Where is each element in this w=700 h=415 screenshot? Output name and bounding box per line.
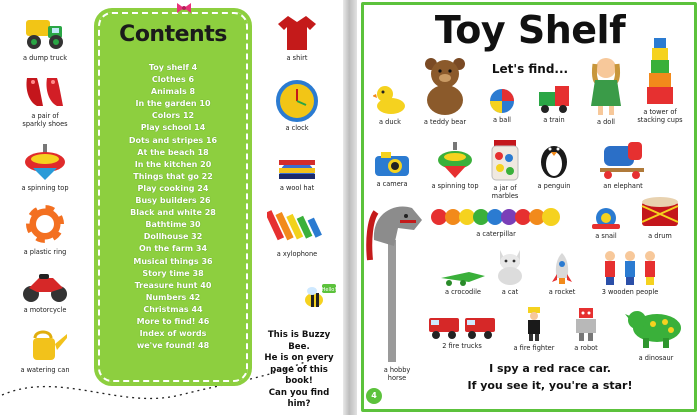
buzzy-line-4: Can you find him? [268, 387, 330, 409]
item-drum [634, 194, 686, 240]
item-watering-can [14, 328, 76, 374]
elephant-icon [598, 138, 648, 180]
teddy-bear-label: a teddy bear [423, 118, 467, 126]
bow-icon [176, 2, 192, 14]
contents-entry: Busy builders 26 [135, 196, 211, 206]
contents-entry: Toy shelf 4 [148, 63, 198, 72]
ball-label: a ball [492, 116, 512, 124]
book-gutter [343, 0, 357, 415]
item-caterpillar [428, 206, 564, 238]
item-teddy-bear [414, 56, 476, 126]
motorcycle-label: a motorcycle [23, 306, 67, 314]
shirt-label: a shirt [286, 54, 308, 62]
train-label: a train [543, 116, 565, 124]
crocodile-label: a crocodile [445, 288, 481, 296]
wooden-people-label: 3 wooden people [601, 288, 659, 296]
contents-entry: Dots and stripes 16 [128, 135, 218, 145]
contents-entry: Black and white 28 [130, 208, 216, 218]
xylophone-label: a xylophone [276, 250, 318, 258]
caterpillar-label: a caterpillar [476, 230, 516, 238]
page-title: Toy Shelf [434, 8, 626, 52]
item-stacking-cups [628, 36, 692, 124]
watering-can-label: a watering can [20, 366, 70, 374]
item-sparkly-shoes [12, 72, 78, 128]
dump-truck-icon [22, 14, 68, 52]
teddy-bear-icon [419, 56, 471, 116]
jar-of-marbles-label [486, 184, 524, 200]
contents-entry: On the farm 34 [138, 244, 208, 254]
contents-panel [98, 12, 248, 382]
contents-entry: Index of words [139, 329, 207, 339]
item-crocodile [436, 266, 490, 296]
buzzy-bee-icon [302, 282, 336, 312]
contents-entry: In the garden 10 [135, 99, 211, 109]
item-shirt [266, 14, 328, 62]
dinosaur-label: a dinosaur [638, 354, 674, 362]
elephant-label: an elephant [603, 182, 643, 190]
item-spinning-top-right [426, 142, 484, 190]
contents-entry: Treasure hunt 40 [134, 280, 212, 290]
item-wool-hat [266, 146, 328, 192]
item-wooden-people [596, 250, 664, 296]
stacking-cups-icon [646, 36, 674, 106]
plastic-ring-label: a plastic ring [23, 248, 67, 256]
hobby-horse-icon [364, 200, 430, 364]
drum-icon [638, 194, 682, 230]
contents-entry: Animals 8 [150, 87, 196, 97]
spinning-top-right-label: a spinning top [431, 182, 479, 190]
item-penguin [534, 138, 574, 190]
i-spy-line-1: I spy a red race car. [489, 362, 611, 375]
caterpillar-icon [431, 206, 561, 228]
item-robot [566, 306, 606, 352]
plastic-ring-icon [21, 202, 69, 246]
contents-entry: Things that go 22 [133, 171, 213, 181]
contents-list [100, 62, 246, 352]
buzzy-bee-text [256, 330, 342, 411]
doll-label: a doll [596, 118, 616, 126]
sparkly-shoes-icon [21, 72, 69, 110]
rocket-icon [551, 252, 573, 286]
robot-icon [573, 306, 599, 342]
item-plastic-ring [14, 202, 76, 256]
item-snail [586, 206, 626, 240]
sparkly-shoes-label [12, 112, 78, 128]
motorcycle-icon [21, 270, 69, 304]
robot-label: a robot [574, 344, 598, 352]
spinning-top-icon [23, 142, 67, 182]
item-jar-of-marbles [486, 138, 524, 200]
item-hobby-horse [362, 200, 432, 382]
penguin-label: a penguin [537, 182, 571, 190]
snail-icon [590, 206, 622, 230]
hobby-horse-label [362, 366, 432, 382]
item-clock [266, 80, 328, 132]
camera-label: a camera [376, 180, 408, 188]
buzzy-line-2: He is on every [264, 353, 334, 363]
item-dinosaur [620, 300, 692, 362]
contents-entry: At the beach 18 [137, 147, 209, 157]
wool-hat-icon [276, 146, 318, 182]
penguin-icon [538, 138, 570, 180]
fire-fighter-icon [523, 306, 545, 342]
clock-label: a clock [285, 124, 309, 132]
contents-entry: Numbers 42 [145, 292, 201, 302]
item-dump-truck [14, 14, 76, 62]
contents-entry: In the kitchen 20 [134, 159, 212, 169]
fire-trucks-icon [427, 314, 497, 340]
sparkly-shoes-text: a pair of sparkly shoes [22, 112, 68, 128]
dinosaur-icon [623, 300, 689, 352]
contents-entry: Christmas 44 [143, 304, 203, 314]
wool-hat-label: a wool hat [279, 184, 315, 192]
cat-label: a cat [501, 288, 519, 296]
contents-entry: Story time 38 [142, 268, 204, 278]
contents-entry: Clothes 6 [151, 75, 195, 85]
contents-entry: Play cooking 24 [137, 183, 209, 193]
contents-entry: More to find! 46 [136, 316, 210, 326]
page-number: 4 [366, 388, 382, 404]
wooden-people-icon [600, 250, 660, 286]
contents-entry: Play school 14 [140, 123, 206, 133]
cat-icon [494, 246, 526, 286]
stacking-cups-label [628, 108, 692, 124]
item-fire-trucks [426, 314, 498, 350]
lets-find-heading: Let's find... [491, 62, 569, 76]
hobby-horse-text: a hobby horse [383, 366, 411, 382]
watering-can-icon [21, 328, 69, 364]
fire-fighter-label: a fire fighter [513, 344, 555, 352]
contents-entry: Dollhouse 32 [143, 232, 203, 242]
i-spy-line-2: If you see it, you're a star! [467, 379, 633, 392]
camera-icon [373, 150, 411, 178]
shirt-icon [276, 14, 318, 52]
crocodile-icon [439, 266, 487, 286]
item-doll [582, 56, 630, 126]
contents-entry: Colors 12 [151, 111, 195, 121]
i-spy-text [430, 360, 670, 394]
contents-entry: we've found! 48 [136, 341, 210, 351]
item-xylophone [262, 204, 332, 258]
item-rocket [542, 252, 582, 296]
rocket-label: a rocket [548, 288, 576, 296]
duck-label: a duck [379, 118, 401, 126]
doll-icon [587, 56, 625, 116]
duck-icon [373, 82, 407, 116]
item-train [530, 84, 578, 124]
item-duck [368, 82, 412, 126]
bee-sign-text: Hello! [321, 287, 336, 293]
stacking-cups-text: a tower of stacking cups [637, 108, 683, 124]
contents-entry: Musical things 36 [133, 256, 213, 266]
item-fire-fighter [510, 306, 558, 352]
left-page [0, 0, 345, 415]
item-elephant [596, 138, 650, 190]
item-cat [490, 246, 530, 296]
contents-title: Contents [119, 22, 227, 47]
ball-icon [489, 88, 515, 114]
jar-of-marbles-icon [490, 138, 520, 182]
buzzy-line-3: page of this book! [270, 364, 328, 386]
contents-entry: Bathtime 30 [145, 220, 201, 230]
clock-icon [276, 80, 318, 122]
item-motorcycle [14, 270, 76, 314]
dump-truck-label: a dump truck [22, 54, 68, 62]
jar-of-marbles-text: a jar of marbles [491, 184, 519, 200]
item-spinning-top-left [14, 142, 76, 192]
drum-label: a drum [648, 232, 672, 240]
item-ball [482, 88, 522, 124]
snail-label: a snail [595, 232, 617, 240]
spinning-top-icon [436, 142, 474, 180]
fire-trucks-label: 2 fire trucks [442, 342, 482, 350]
spinning-top-left-label: a spinning top [21, 184, 69, 192]
buzzy-line-1: This is Buzzy Bee. [267, 330, 331, 352]
xylophone-icon [267, 204, 327, 248]
item-camera [368, 150, 416, 188]
train-icon [535, 84, 573, 114]
